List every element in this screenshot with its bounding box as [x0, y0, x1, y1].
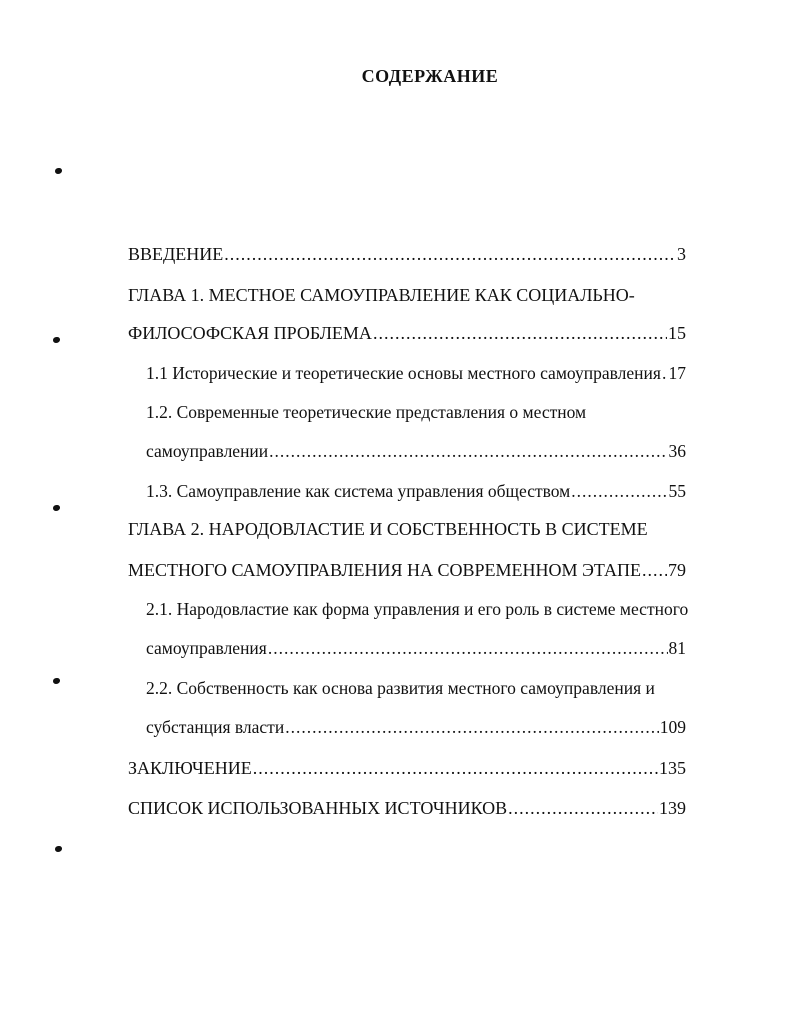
toc-entry-text: ЗАКЛЮЧЕНИЕ — [128, 758, 252, 778]
toc-section-2-2[interactable] — [146, 716, 686, 738]
punch-hole-mark — [53, 337, 60, 343]
toc-entry-text: СПИСОК ИСПОЛЬЗОВАННЫХ ИСТОЧНИКОВ — [128, 798, 508, 818]
toc-page-number: 81 — [668, 638, 686, 658]
toc-page-number: 139 — [659, 798, 686, 818]
toc-page-number: 109 — [659, 717, 686, 737]
punch-hole-mark — [55, 168, 62, 174]
toc-entry-text: 1.3. Самоуправление как система управления обществом — [146, 481, 571, 501]
toc-chapter-1[interactable] — [128, 322, 686, 344]
toc-page-number: 17 — [668, 363, 686, 383]
toc-section-1-1[interactable] — [146, 362, 686, 384]
toc-leader-dots — [571, 480, 667, 502]
toc-entry-text: субстанция власти — [146, 717, 285, 737]
toc-leader-dots — [662, 362, 668, 384]
toc-section-2-1-line-1[interactable]: 2.1. Народовластие как форма управления и его роль в системе местного — [146, 599, 689, 619]
toc-leader-dots — [285, 716, 659, 738]
toc-entry-text: 1.1 Исторические и теоретические основы местного самоуправления — [146, 363, 661, 383]
toc-chapter-2-line-1[interactable]: ГЛАВА 2. НАРОДОВЛАСТИЕ И СОБСТВЕННОСТЬ В СИСТЕМЕ — [128, 519, 648, 539]
punch-hole-mark — [55, 846, 62, 852]
toc-leader-dots — [253, 757, 658, 779]
toc-page-number: 55 — [668, 481, 686, 501]
toc-entry-text: самоуправления — [146, 638, 267, 658]
toc-section-2-1[interactable] — [146, 637, 686, 659]
toc-entry-text: ВВЕДЕНИЕ — [128, 244, 224, 264]
toc-section-1-2[interactable] — [146, 440, 686, 462]
toc-entry-introduction[interactable] — [128, 243, 686, 265]
toc-page-number: 15 — [668, 323, 686, 343]
toc-entry-text: МЕСТНОГО САМОУПРАВЛЕНИЯ НА СОВРЕМЕННОМ ЭТАПЕ — [128, 560, 642, 580]
toc-leader-dots — [268, 637, 668, 659]
toc-leader-dots — [642, 559, 667, 581]
toc-entry-text: самоуправлении — [146, 441, 269, 461]
toc-leader-dots — [269, 440, 667, 462]
toc-section-1-2-line-1[interactable]: 1.2. Современные теоретические представления о местном — [146, 402, 587, 422]
toc-entry-conclusion[interactable] — [128, 757, 686, 779]
toc-page-number: 79 — [668, 560, 686, 580]
punch-hole-mark — [53, 678, 60, 684]
toc-page-number: 36 — [668, 441, 686, 461]
toc-page-number: 3 — [677, 244, 686, 264]
toc-chapter-2[interactable] — [128, 559, 686, 581]
toc-chapter-1-line-1[interactable]: ГЛАВА 1. МЕСТНОЕ САМОУПРАВЛЕНИЕ КАК СОЦИАЛЬНО- — [128, 285, 635, 305]
toc-section-1-3[interactable] — [146, 480, 686, 502]
toc-leader-dots — [373, 322, 667, 344]
toc-leader-dots — [508, 797, 658, 819]
punch-hole-mark — [53, 505, 60, 511]
toc-section-2-2-line-1[interactable]: 2.2. Собственность как основа развития местного самоуправления и — [146, 678, 655, 698]
toc-entry-text: ФИЛОСОФСКАЯ ПРОБЛЕМА — [128, 323, 372, 343]
toc-leader-dots — [224, 243, 676, 265]
toc-page-number: 135 — [659, 758, 686, 778]
toc-entry-sources[interactable] — [128, 797, 686, 819]
page-title: СОДЕРЖАНИЕ — [361, 66, 499, 86]
